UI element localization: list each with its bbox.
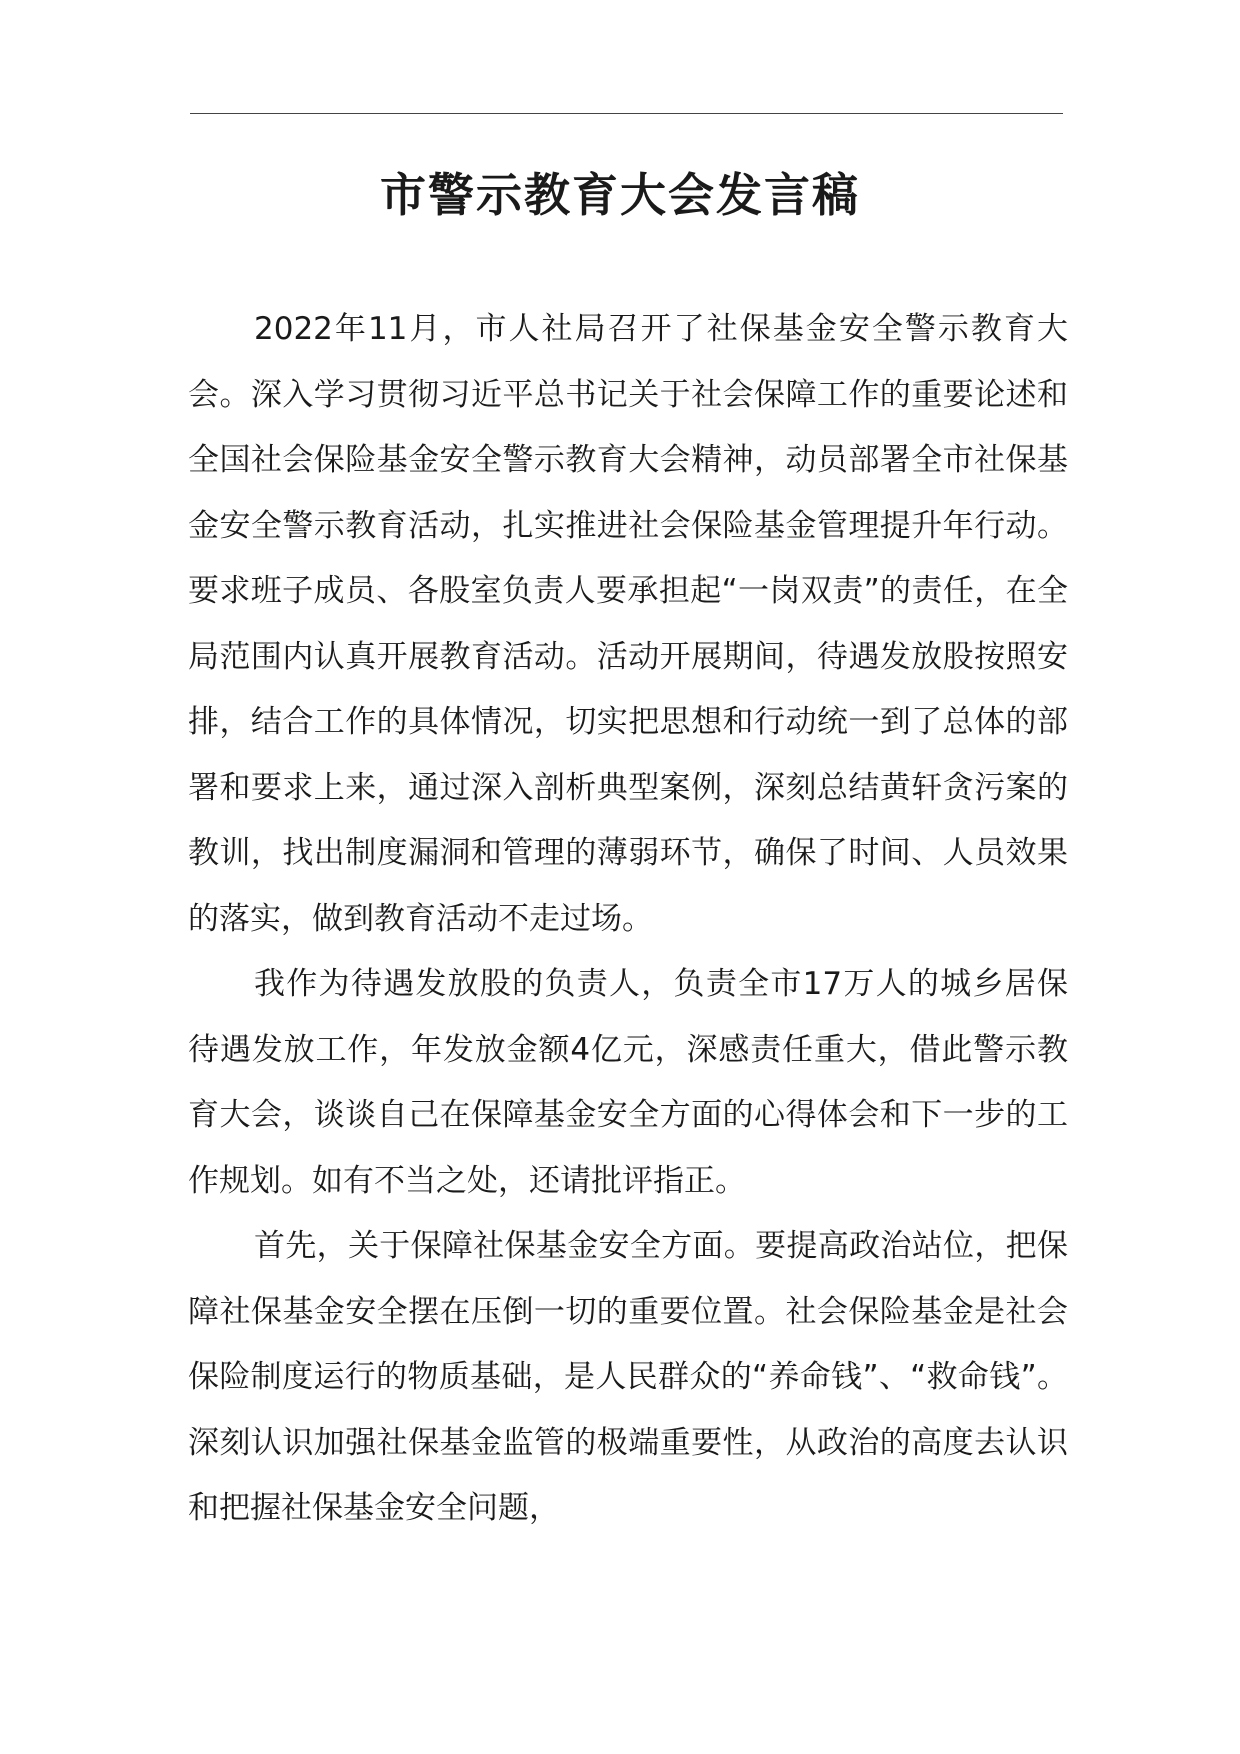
paragraph-2: 我作为待遇发放股的负责人，负责全市17万人的城乡居保待遇发放工作，年发放金额4亿元，深感责任重大，借此警示教育大会，谈谈自己在保障基金安全方面的心得体会和下一步的工作规划。如有不当之处，还请批评指正。 — [188, 966, 1068, 1199]
header-rule — [190, 113, 1063, 114]
paragraph-1: 2022年11月，市人社局召开了社保基金安全警示教育大会。深入学习贯彻习近平总书记关于社会保障工作的重要论述和全国社会保险基金安全警示教育大会精神，动员部署全市社保基金安全警示教育活动，扎实推进社会保险基金管理提升年行动。要求班子成员、各股室负责人要承担起“一岗双责”的责任，在全局范围内认真开展教育活动。活动开展期间，待遇发放股按照安排，结合工作的具体情况，切实把思想和行动统一到了总体的部署和要求上来，通过深入剖析典型案例，深刻总结黄轩贪污案的教训，找出制度漏洞和管理的薄弱环节，确保了时间、人员效果的落实，做到教育活动不走过场。 — [188, 311, 1068, 937]
document-body — [188, 297, 1068, 1542]
paragraph-3: 首先，关于保障社保基金安全方面。要提高政治站位，把保障社保基金安全摆在压倒一切的重要位置。社会保险基金是社会保险制度运行的物质基础，是人民群众的“养命钱”、“救命钱”。深刻认识加强社保基金监管的极端重要性，从政治的高度去认识和把握社保基金安全问题， — [188, 1228, 1068, 1526]
document-title: 市警示教育大会发言稿 — [380, 168, 860, 222]
